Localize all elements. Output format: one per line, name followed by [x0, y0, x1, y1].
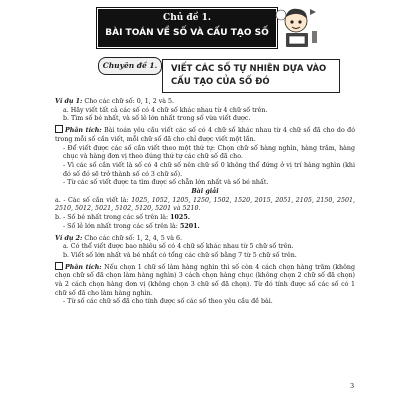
example1-analysis-label: Phân tích:	[65, 127, 102, 135]
example2-heading	[55, 235, 355, 244]
example1-part-a: a. Hãy viết tất cả các số có 4 chữ số khác nhau từ 4 chữ số trên.	[63, 106, 268, 114]
example2-point: - Từ số các chữ số đã cho tính được số các số theo yêu cầu đề bài.	[63, 298, 273, 306]
example1-text: Cho các chữ số: 0, 1, 2 và 5.	[84, 98, 175, 105]
chapter-label: Chủ đề 1.	[163, 13, 211, 23]
example2-analysis-label: Phân tích:	[65, 263, 102, 271]
checkbox-icon	[55, 125, 63, 133]
page-number: 3	[350, 382, 355, 390]
student-mascot-icon	[272, 3, 320, 51]
example1-point: - Để viết được các số cần viết theo một thứ tự: Chọn chữ số hàng nghìn, hàng trăm, hàng chục và hàng đơn vị theo đúng thứ tự các chữ số đã cho.	[63, 144, 355, 161]
solution-b-label: b.	[55, 214, 62, 222]
solution-b-1-text: - Số bé nhất trong các số trên là:	[63, 214, 169, 222]
example2-analysis-text: Nếu chọn 1 chữ số làm hàng nghìn thì số còn 4 cách chọn hàng trăm (không chọn chữ số đã chọn làm hàng nghìn) 3 cách chọn hàng chục (không chọn 2 chữ số đã chọn) và 2 cách chọn hàng đơn vị (không chọn 3 chữ số đã chọn). Từ đó tính được số các số có 1 chữ số đã cho làm hàng nghìn.	[55, 263, 355, 297]
example2-text: Cho các chữ số: 1, 2, 4, 5 và 6.	[84, 234, 183, 242]
example1-label: Ví dụ 1:	[55, 98, 83, 105]
chapter-title: BÀI TOÁN VỀ SỐ VÀ CẤU TẠO SỐ	[105, 28, 269, 38]
checkbox-icon	[55, 262, 63, 270]
example2-part-a: a. Có thể viết được bao nhiêu số có 4 chữ số khác nhau từ 5 chữ số trên.	[63, 243, 294, 251]
solution-a-intro: - Các số cần viết là:	[63, 196, 129, 204]
topic-title-box	[162, 59, 340, 93]
page-content	[55, 98, 355, 307]
solution-a-label: a.	[55, 196, 61, 204]
example1-heading	[55, 98, 355, 107]
topic-title: VIẾT CÁC SỐ TỰ NHIÊN DỰA VÀO CẤU TẠO CỦA SỐ ĐÓ	[171, 64, 327, 87]
example1-part-b: b. Tìm số bé nhất, và số lẻ lớn nhất trong số vừa viết được.	[63, 115, 251, 123]
solution-heading: Bài giải	[191, 188, 219, 196]
example2-label: Ví dụ 2:	[55, 234, 83, 242]
topic-label: Chuyên đề 1.	[98, 57, 162, 75]
solution-a-numbers: 1025, 1052, 1205, 1250, 1502, 1520, 2015, 2051, 2105, 2150, 2501, 2510, 5012, 5021, 5102, 5120, 5201 và 5210.	[55, 196, 355, 213]
example1-point: - Vì các số cần viết là số có 4 chữ số nên chữ số 0 không thể đứng ở vị trí hàng nghìn (khi đó số đó sẽ trở thành số có 3 chữ số).	[63, 161, 355, 178]
solution-b-2-value: 5201.	[179, 222, 200, 230]
solution-b-1	[55, 214, 355, 223]
example2-analysis	[55, 261, 355, 299]
solution-b-2	[55, 223, 355, 232]
chapter-header-box	[98, 9, 276, 47]
example1-analysis	[55, 124, 355, 144]
solution-a	[55, 197, 355, 214]
example2-part-b: b. Viết số lớn nhất và bé nhất có tổng các chữ số bằng 7 từ 5 chữ số trên.	[63, 251, 297, 259]
solution-b-2-text: - Số lẻ lớn nhất trong các số trên là:	[63, 222, 178, 230]
solution-b-1-value: 1025.	[170, 214, 190, 222]
example1-point: - Từ các số viết được ta tìm được số chẵn lớn nhất và số bé nhất.	[63, 179, 269, 187]
example1-analysis-text: Bài toán yêu cầu viết các số có 4 chữ số khác nhau từ 4 chữ số đã cho do đó trong mỗi số cần viết, mỗi chữ số đã cho chỉ được viết một lần.	[55, 127, 355, 143]
